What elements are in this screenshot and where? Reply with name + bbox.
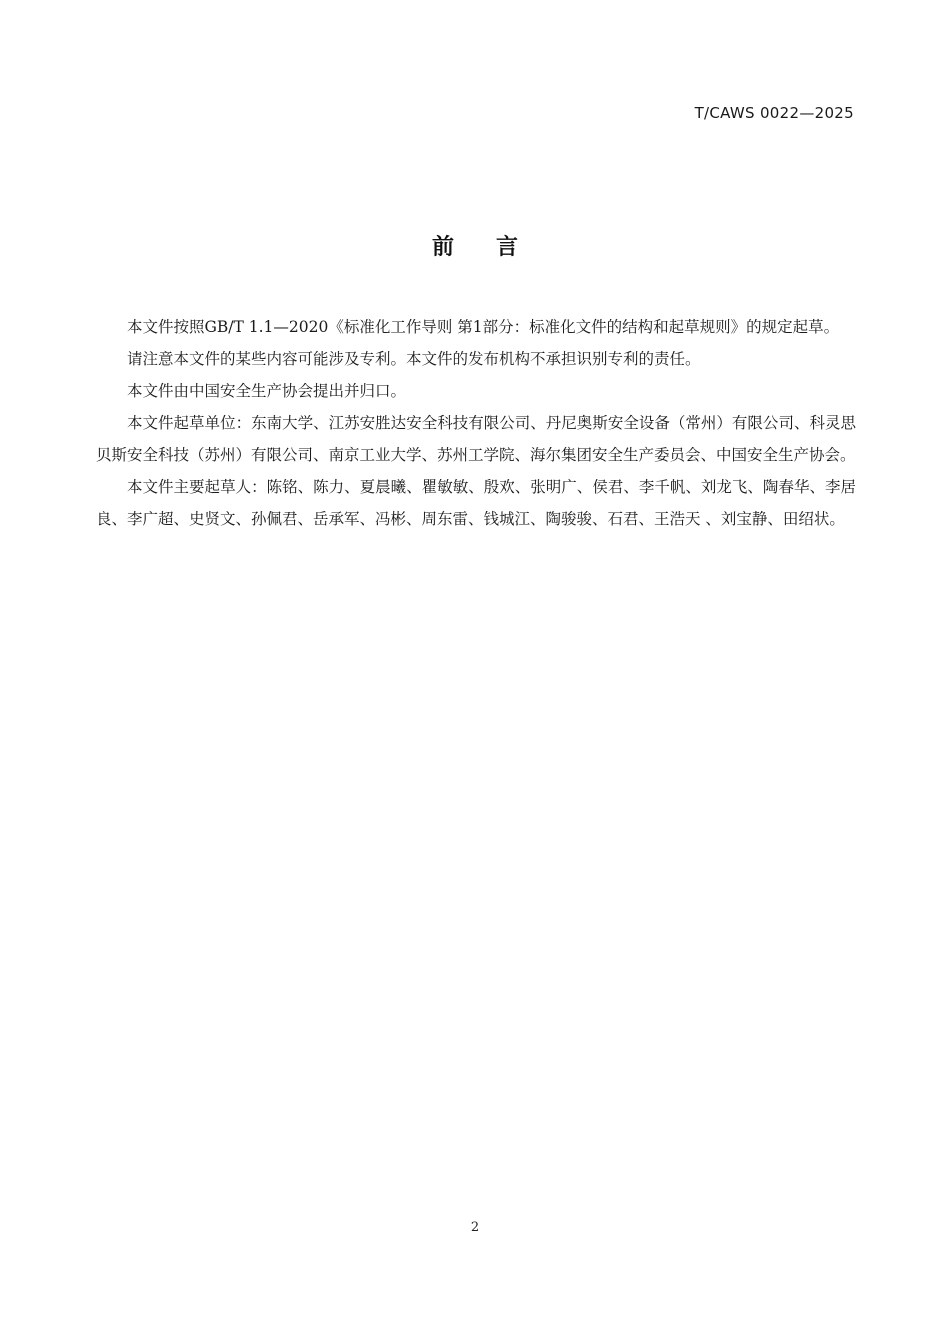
paragraph-drafters: 本文件主要起草人：陈铭、陈力、夏晨曦、瞿敏敏、殷欢、张明广、侯君、李千帆、刘龙飞、陶春华、李居良、李广超、史贤文、孙佩君、岳承军、冯彬、周东雷、钱城江、陶骏骏、石君、王浩天 、刘宝静、田绍状。 bbox=[96, 478, 856, 528]
document-body bbox=[96, 311, 856, 535]
document-code: T/CAWS 0022—2025 bbox=[694, 104, 854, 122]
page-title: 前言 bbox=[431, 235, 560, 260]
page-number: 2 bbox=[470, 1220, 480, 1235]
paragraph-patent-notice: 请注意本文件的某些内容可能涉及专利。本文件的发布机构不承担识别专利的责任。 bbox=[127, 350, 701, 368]
paragraph-drafting-rules: 本文件按照GB/T 1.1—2020《标准化工作导则 第1部分：标准化文件的结构和起草规则》的规定起草。 bbox=[127, 318, 840, 336]
paragraph-drafting-organizations: 本文件起草单位：东南大学、江苏安胜达安全科技有限公司、丹尼奥斯安全设备（常州）有限公司、科灵思贝斯安全科技（苏州）有限公司、南京工业大学、苏州工学院、海尔集团安全生产委员会、中国安全生产协会。 bbox=[96, 414, 856, 464]
paragraph-proposer: 本文件由中国安全生产协会提出并归口。 bbox=[127, 382, 407, 400]
